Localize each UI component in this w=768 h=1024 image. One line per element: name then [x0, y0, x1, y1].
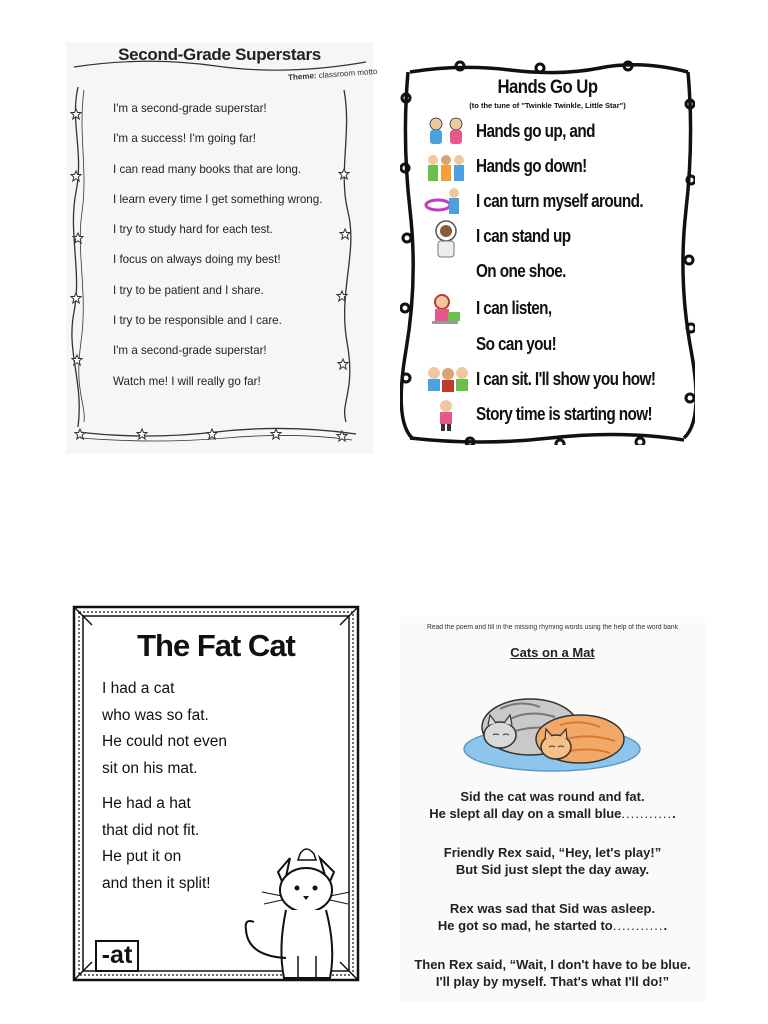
cats-on-mat-illustration	[460, 669, 645, 774]
poem-line: I try to study hard for each test.	[113, 223, 273, 237]
verse-1	[102, 680, 227, 786]
stanza-line: He got so mad, he started to............	[437, 918, 668, 933]
stanza-line: Then Rex said, “Wait, I don't have to be blue.	[414, 957, 691, 972]
poem-line: I'm a second-grade superstar!	[113, 102, 267, 115]
cats-on-a-mat-worksheet	[400, 617, 705, 1002]
verse-line: I had a cat	[102, 680, 175, 697]
lyric-line: On one shoe.	[476, 261, 566, 281]
lyric-row	[424, 150, 686, 184]
verse-line: who was so fat.	[102, 706, 209, 724]
verse-line: He could not even	[102, 733, 227, 750]
hands-title: Hands Go Up	[497, 77, 598, 98]
theme-label: Theme:	[287, 71, 317, 83]
fill-in-blank[interactable]: ...........	[612, 918, 664, 933]
cats-mat-title: Cats on a Mat	[510, 645, 595, 660]
astronaut-kid-icon	[424, 220, 472, 260]
stanza	[400, 957, 705, 991]
lyric-row	[424, 115, 686, 149]
lyric-line: So can you!	[476, 334, 557, 354]
stanza-line: He slept all day on a small blue............	[429, 806, 676, 821]
verse-line: He had a hat	[102, 795, 191, 812]
lyric-row	[424, 185, 686, 219]
poem-line: I'm a second-grade superstar!	[113, 344, 267, 358]
worksheet-instructions: Read the poem and fill in the missing rhyming words using the help of the word bank	[426, 624, 679, 631]
superstars-poem-card	[66, 42, 378, 454]
kid-listening-icon	[424, 292, 472, 332]
lyric-row	[424, 398, 686, 432]
fat-cat-card	[70, 603, 362, 984]
lyric-line: I can listen,	[476, 298, 552, 318]
poem-line: I can read many books that are long.	[113, 162, 302, 176]
lyric-line: I can turn myself around.	[476, 191, 644, 211]
hands-go-up-card	[400, 60, 695, 445]
poem-line: I try to be responsible and I care.	[113, 314, 282, 328]
lyric-row	[424, 220, 686, 254]
lyric-row	[424, 328, 686, 362]
verse-line: and then it split!	[102, 874, 211, 892]
poem-line: I learn every time I get something wrong.	[113, 192, 323, 206]
stanza	[400, 901, 705, 935]
verse-line: He put it on	[102, 848, 182, 865]
fill-in-blank[interactable]: ...........	[621, 806, 673, 821]
kids-group-icon	[424, 150, 472, 184]
lyric-line: I can stand up	[476, 226, 571, 246]
stanza-line: Sid the cat was round and fat.	[460, 789, 645, 804]
poem-line: I'm a success! I'm going far!	[113, 132, 256, 146]
lyric-row	[424, 255, 686, 289]
kid-turning-around-icon	[424, 185, 472, 219]
stanza-line: Friendly Rex said, “Hey, let's play!”	[443, 845, 662, 860]
verse-2	[102, 795, 211, 901]
lyric-row	[424, 363, 686, 397]
hands-subtitle: (to the tune of "Twinkle Twinkle, Little Star")	[469, 101, 626, 110]
verse-line: that did not fit.	[102, 821, 200, 839]
kids-sitting-icon	[424, 363, 472, 397]
lyric-line: I can sit. I'll show you how!	[476, 369, 656, 389]
verse-line: sit on his mat.	[102, 759, 198, 777]
kid-standing-icon	[424, 398, 472, 432]
stanza	[400, 789, 705, 823]
theme-value: classroom motto	[318, 66, 378, 80]
stanza-line: Rex was sad that Sid was asleep.	[449, 901, 656, 916]
lyric-line: Hands go down!	[476, 156, 587, 176]
superstars-title: Second-Grade Superstars	[118, 45, 321, 64]
fat-cat-title: The Fat Cat	[137, 628, 295, 663]
kids-raising-hands-icon	[424, 115, 472, 149]
poem-line: I try to be patient and I share.	[113, 283, 264, 297]
cat-with-hat-icon	[242, 838, 354, 980]
superstars-lines	[113, 102, 322, 405]
stanza-line: I'll play by myself. That's what I'll do!”	[435, 974, 670, 989]
stanza	[400, 845, 705, 879]
word-family-label: -at	[95, 940, 139, 972]
lyric-line: Hands go up, and	[476, 121, 595, 141]
poem-line: I focus on always doing my best!	[113, 253, 281, 267]
poem-line: Watch me! I will really go far!	[113, 374, 261, 388]
lyric-row	[424, 292, 686, 326]
stanza-line: But Sid just slept the day away.	[455, 862, 650, 877]
lyric-line: Story time is starting now!	[476, 404, 653, 424]
